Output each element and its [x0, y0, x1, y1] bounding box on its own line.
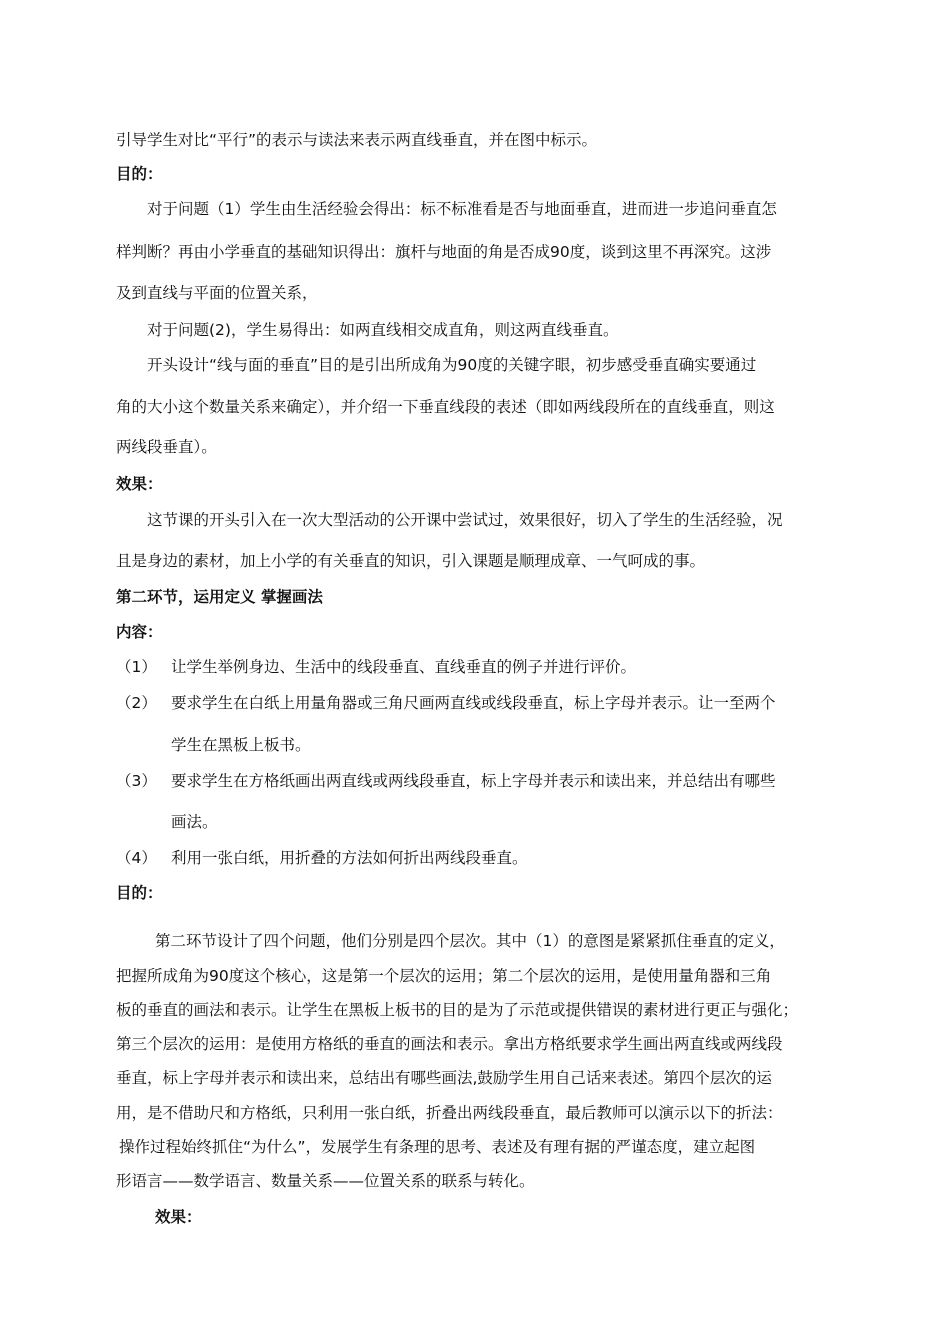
list-item-number: （1） [116, 658, 157, 676]
purpose-paragraph-1-line-3: 及到直线与平面的位置关系， [116, 284, 318, 302]
purpose-2-line-8: 形语言——数学语言、数量关系——位置关系的联系与转化。 [116, 1172, 535, 1190]
purpose-2-line-1: 第二环节设计了四个问题，他们分别是四个层次。其中（1）的意图是紧紧抓住垂直的定义， [155, 932, 785, 950]
intro-line: 引导学生对比“平行”的表示与读法来表示两直线垂直，并在图中标示。 [116, 131, 598, 149]
purpose-2-line-3: 板的垂直的画法和表示。让学生在黑板上板书的目的是为了示范或提供错误的素材进行更正与强化； [116, 1001, 799, 1019]
content-heading: 内容： [116, 623, 163, 641]
purpose-2-line-5: 垂直，标上字母并表示和读出来，总结出有哪些画法,鼓励学生用自己话来表述。第四个层次的运 [116, 1069, 772, 1087]
effect-heading-1: 效果： [116, 475, 163, 493]
purpose-paragraph-1-line-2: 样判断？再由小学垂直的基础知识得出：旗杆与地面的角是否成90度，谈到这里不再深究。这涉 [116, 243, 772, 261]
section-2-title: 第二环节，运用定义 掌握画法 [116, 588, 323, 606]
list-item-text: 利用一张白纸，用折叠的方法如何折出两线段垂直。 [171, 849, 528, 867]
purpose-2-line-4: 第三个层次的运用：是使用方格纸的垂直的画法和表示。拿出方格纸要求学生画出两直线或两线段 [116, 1035, 783, 1053]
list-item-text-continuation: 学生在黑板上板书。 [171, 736, 311, 754]
purpose-heading-2: 目的： [116, 884, 163, 902]
list-item-text: 要求学生在白纸上用量角器或三角尺画两直线或线段垂直，标上字母并表示。让一至两个 [171, 694, 776, 712]
purpose-2-line-2: 把握所成角为90度这个核心，这是第一个层次的运用；第二个层次的运用，是使用量角器和三角 [116, 967, 772, 985]
effect-heading-2: 效果： [155, 1208, 202, 1226]
list-item-number: （2） [116, 694, 157, 712]
list-item-text-continuation: 画法。 [171, 813, 218, 831]
list-item-number: （4） [116, 849, 157, 867]
purpose-paragraph-2: 对于问题(2)，学生易得出：如两直线相交成直角，则这两直线垂直。 [147, 321, 619, 339]
purpose-2-line-6: 用，是不借助尺和方格纸，只利用一张白纸，折叠出两线段垂直，最后教师可以演示以下的折法： [116, 1104, 783, 1122]
list-item-number: （3） [116, 772, 157, 790]
purpose-paragraph-3-line-1: 开头设计“线与面的垂直”目的是引出所成角为90度的关键字眼，初步感受垂直确实要通过 [147, 356, 757, 374]
purpose-paragraph-3-line-3: 两线段垂直）。 [116, 438, 217, 456]
purpose-paragraph-3-line-2: 角的大小这个数量关系来确定），并介绍一下垂直线段的表述（即如两线段所在的直线垂直，则这 [116, 398, 775, 416]
purpose-paragraph-1-line-1: 对于问题（1）学生由生活经验会得出：标不标准看是否与地面垂直，进而进一步追问垂直怎 [147, 200, 777, 218]
effect-line-1: 这节课的开头引入在一次大型活动的公开课中尝试过，效果很好，切入了学生的生活经验，况 [147, 511, 783, 529]
purpose-heading-1: 目的： [116, 165, 163, 183]
purpose-2-line-7: 操作过程始终抓住“为什么”，发展学生有条理的思考、表述及有理有据的严谨态度，建立起图 [119, 1138, 756, 1156]
list-item-text: 让学生举例身边、生活中的线段垂直、直线垂直的例子并进行评价。 [171, 658, 637, 676]
effect-line-2: 且是身边的素材，加上小学的有关垂直的知识，引入课题是顺理成章、一气呵成的事。 [116, 552, 706, 570]
list-item-text: 要求学生在方格纸画出两直线或两线段垂直，标上字母并表示和读出来，并总结出有哪些 [171, 772, 776, 790]
